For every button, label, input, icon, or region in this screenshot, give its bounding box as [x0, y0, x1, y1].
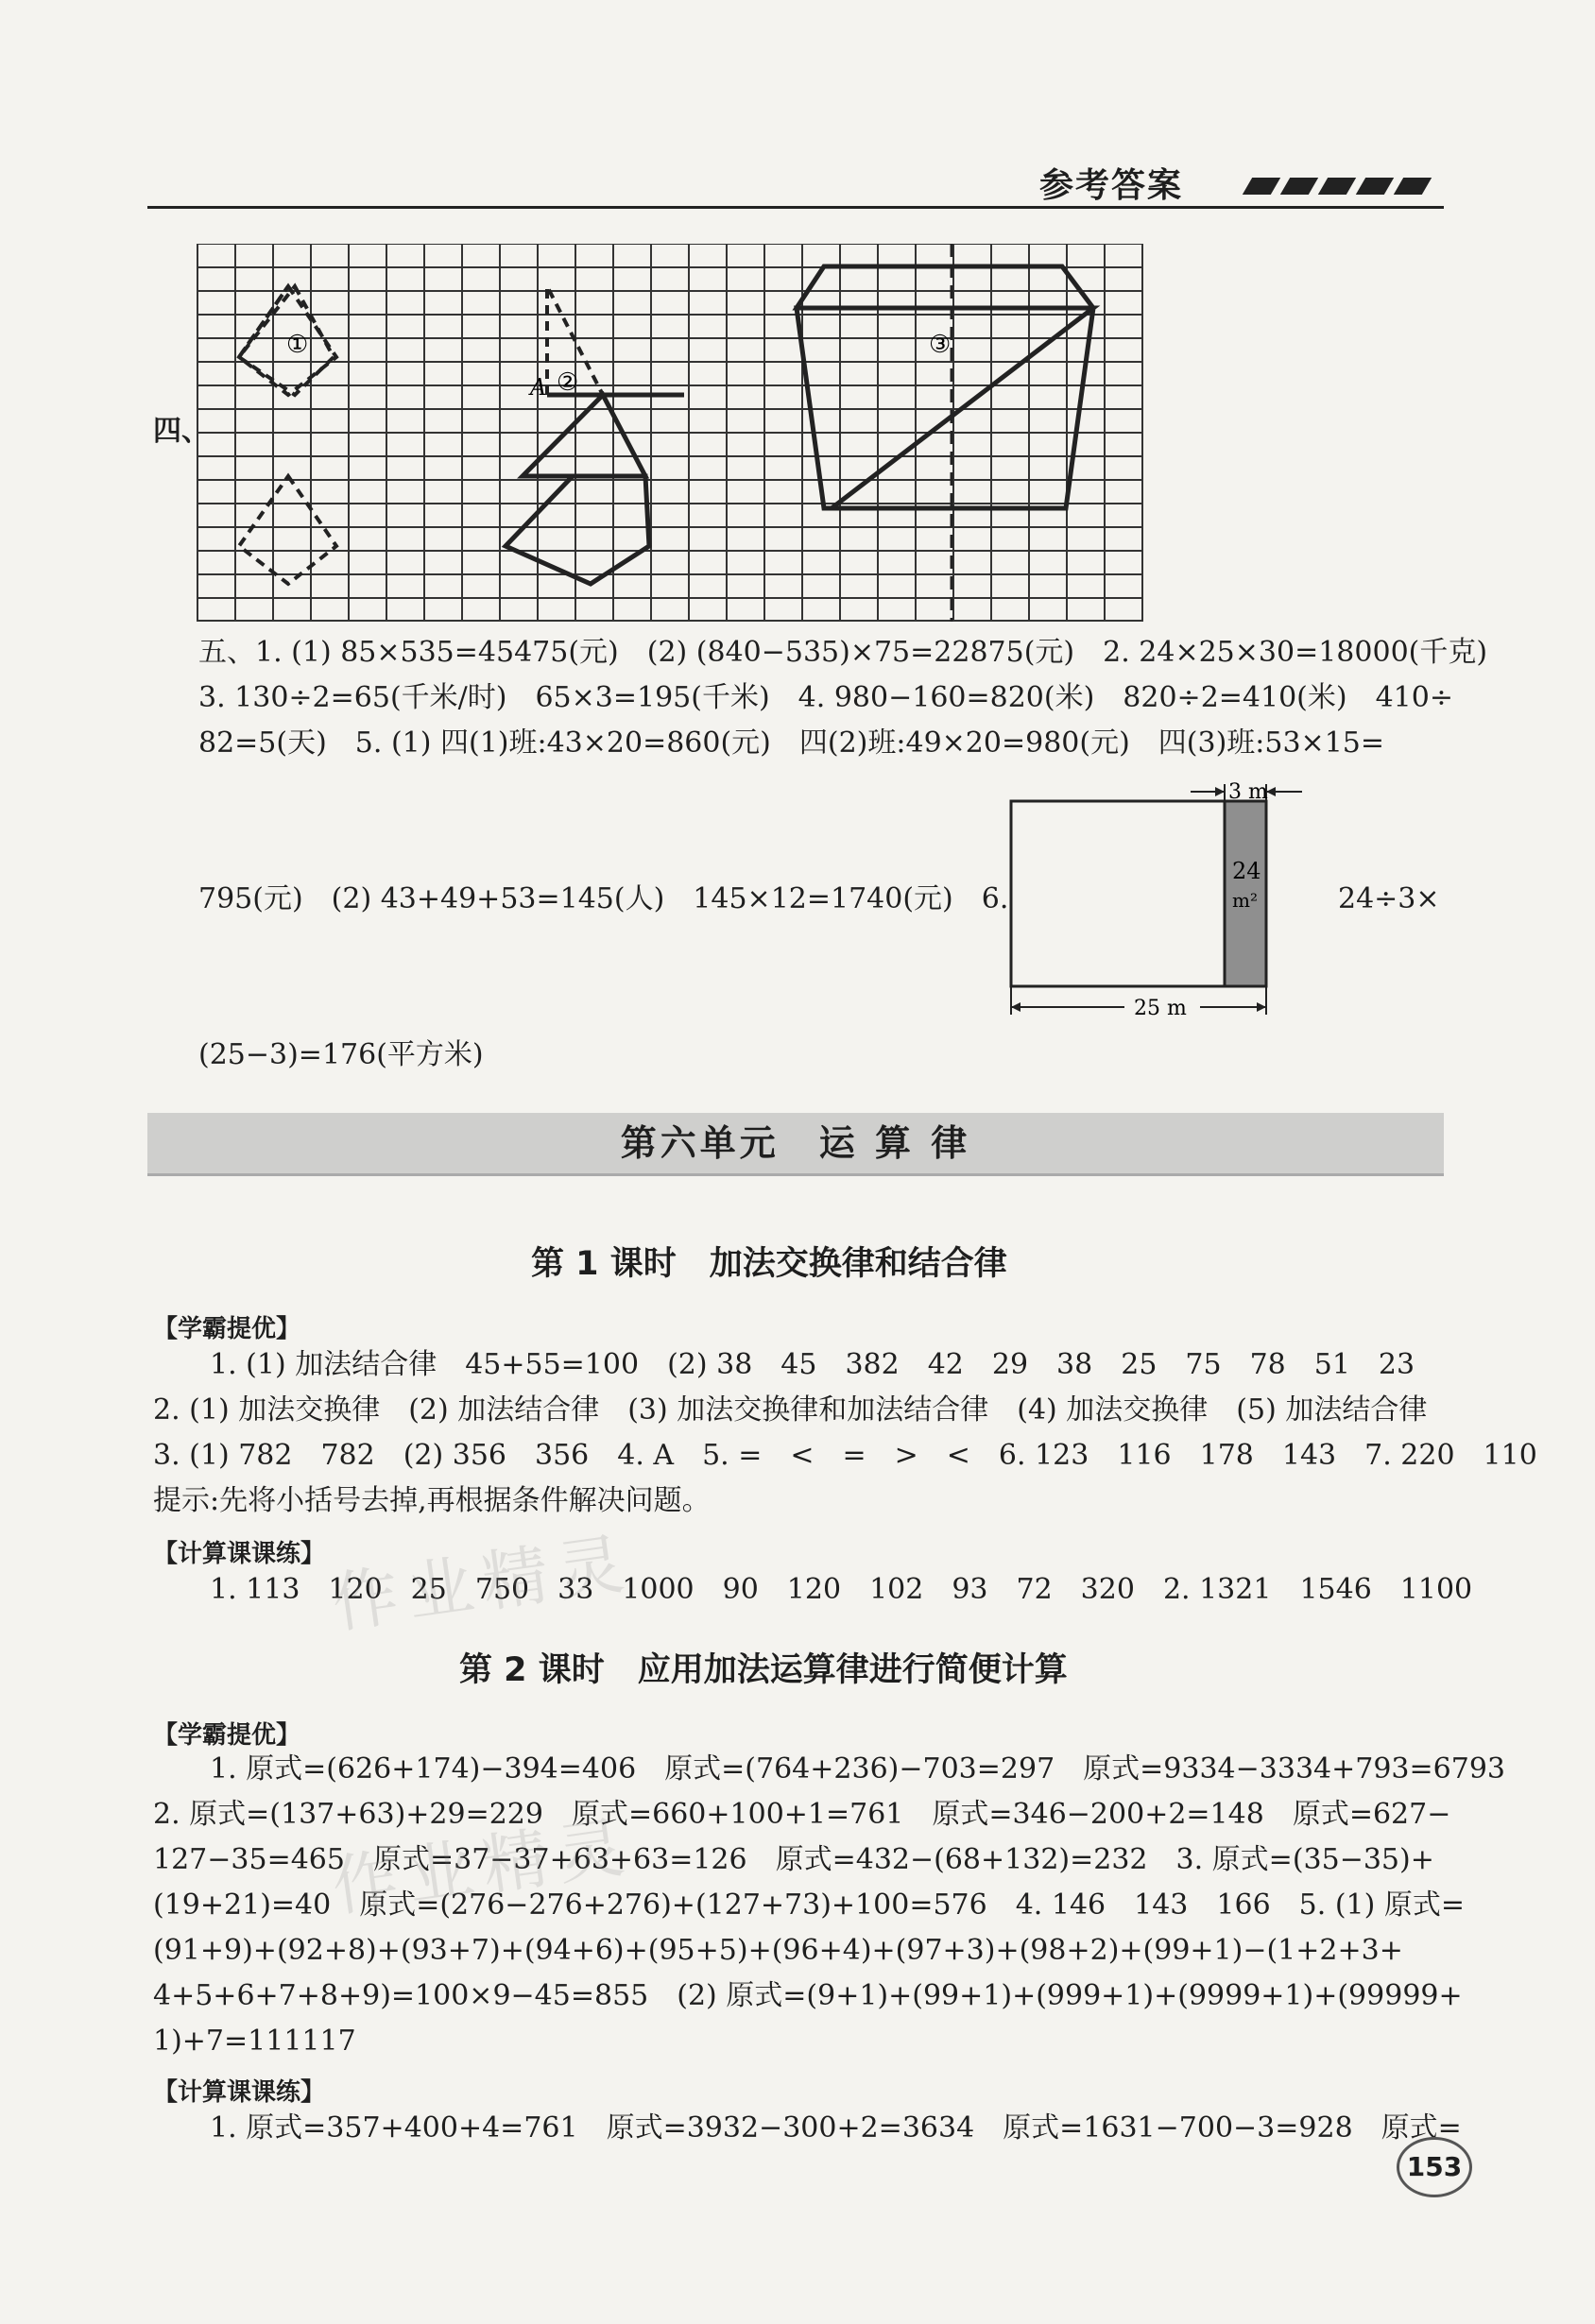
solid-shape-2-body	[523, 395, 645, 476]
answer-line: 127−35=465 原式=37−37+63+63=126 原式=432−(68+132)=232 3. 原式=(35−35)+	[153, 1843, 1434, 1876]
answer-line: 2. (1) 加法交换律 (2) 加法结合律 (3) 加法交换律和加法结合律 (4) 加法交换律 (5) 加法结合律	[153, 1393, 1428, 1427]
answer-line: 1. 原式=(626+174)−394=406 原式=(764+236)−703=297 原式=9334−3334+793=6793	[210, 1752, 1506, 1786]
section-heading: 【学霸提优】	[153, 1315, 301, 1343]
point-label-a: A	[530, 374, 547, 401]
unit-band	[147, 1113, 1444, 1176]
page-number: 153	[1397, 2137, 1472, 2197]
answer-line: 795(元) (2) 43+49+53=145(人) 145×12=1740(元) 6.	[198, 882, 1009, 915]
circle-label-3: ③	[929, 331, 952, 359]
area-unit: m²	[1232, 889, 1258, 912]
solid-hourglass	[797, 266, 1093, 508]
lesson-1-title: 第 1 课时 加法交换律和结合律	[531, 1245, 1007, 1283]
answer-line: (19+21)=40 原式=(276−276+276)+(127+73)+100=576 4. 146 143 166 5. (1) 原式=	[153, 1888, 1465, 1922]
answer-line: 3. 130÷2=65(千米/时) 65×3=195(千米) 4. 980−160=820(米) 820÷2=410(米) 410÷	[198, 681, 1453, 714]
grid-figure	[197, 244, 1143, 622]
answer-line: 2. 原式=(137+63)+29=229 原式=660+100+1=761 原式=346−200+2=148 原式=627−	[153, 1798, 1451, 1831]
answer-line: (25−3)=176(平方米)	[198, 1038, 484, 1071]
answer-line: 提示:先将小括号去掉,再根据条件解决问题。	[153, 1484, 711, 1517]
top-dimension-label: 3 m	[1228, 780, 1268, 804]
answer-line: 24÷3×	[1338, 882, 1440, 915]
section-4-label: 四、	[153, 415, 210, 448]
section-heading: 【计算课课练】	[153, 1540, 326, 1568]
answer-line: 82=5(天) 5. (1) 四(1)班:43×20=860(元) 四(2)班:49×20=980(元) 四(3)班:53×15=	[198, 726, 1385, 760]
lesson-2-title: 第 2 课时 应用加法运算律进行简便计算	[459, 1651, 1068, 1689]
area-label: 24	[1232, 858, 1261, 884]
header-title: 参考答案	[1039, 166, 1184, 205]
bottom-dimension-label: 25 m	[1134, 997, 1187, 1018]
answer-line: 1. (1) 加法结合律 45+55=100 (2) 38 45 382 42 29 38 25 75 78 51 23	[210, 1348, 1415, 1381]
header-stripes	[1247, 178, 1436, 198]
answer-line: 1. 113 120 25 750 33 1000 90 120 102 93 72 320 2. 1321 1546 1100	[210, 1573, 1473, 1606]
watermark: 作业精灵	[327, 1524, 638, 1643]
answer-line: 1)+7=111117	[153, 2025, 356, 2058]
answer-line: 3. (1) 782 782 (2) 356 356 4. A 5. = < = > < 6. 123 116 178 143 7. 220 110	[153, 1439, 1537, 1472]
watermark: 作业精灵	[327, 1807, 638, 1926]
big-rectangle	[1011, 801, 1228, 986]
rectangle-figure	[1002, 773, 1323, 1018]
header-rule	[147, 206, 1444, 209]
circle-label-2: ②	[557, 368, 579, 397]
solid-shape-2-lower	[506, 476, 649, 584]
unit-title: 第六单元 运 算 律	[620, 1122, 971, 1164]
section-heading: 【计算课课练】	[153, 2078, 326, 2107]
answer-line: 五、1. (1) 85×535=45475(元) (2) (840−535)×75=22875(元) 2. 24×25×30=18000(千克)	[198, 636, 1488, 669]
answer-line: (91+9)+(92+8)+(93+7)+(94+6)+(95+5)+(96+4)+(97+3)+(98+2)+(99+1)−(1+2+3+	[153, 1934, 1403, 1967]
circle-label-1: ①	[286, 331, 309, 359]
answer-line: 1. 原式=357+400+4=761 原式=3932−300+2=3634 原式=1631−700−3=928 原式=	[210, 2111, 1462, 2145]
answer-line: 4+5+6+7+8+9)=100×9−45=855 (2) 原式=(9+1)+(99+1)+(999+1)+(9999+1)+(99999+	[153, 1979, 1463, 2012]
dashed-quad-bottom	[239, 476, 336, 584]
section-heading: 【学霸提优】	[153, 1721, 301, 1750]
